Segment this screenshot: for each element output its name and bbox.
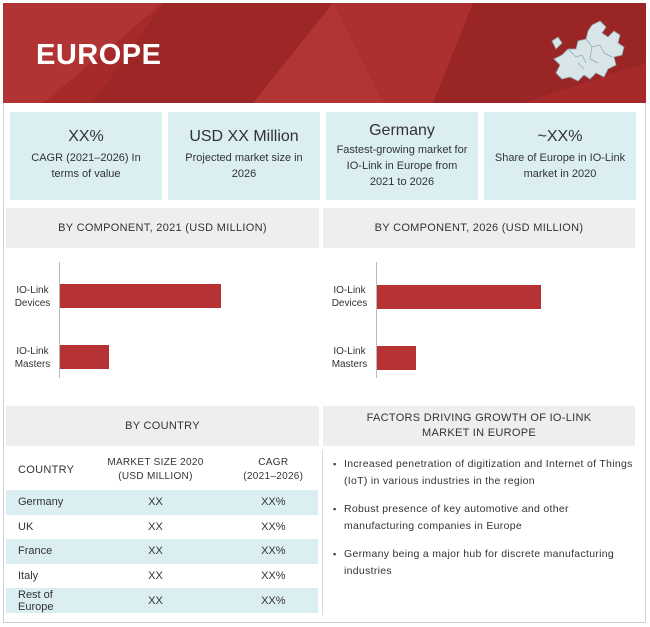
list-item	[330, 546, 635, 580]
chart-2021-bar-devices	[60, 284, 221, 308]
cagr-cell: XX%	[261, 520, 286, 533]
table-row	[6, 564, 318, 589]
cagr-cell: XX%	[229, 588, 318, 613]
chart-2026-title: BY COMPONENT, 2026 (USD MILLION)	[323, 208, 635, 248]
list-item	[330, 456, 635, 490]
bullet-icon: ▪	[333, 504, 337, 514]
chart-2021-label-devices: IO-Link Devices	[14, 285, 51, 309]
chart-2026-bar-devices	[377, 285, 541, 309]
bullet-icon: ▪	[333, 549, 337, 559]
column-header: MARKET SIZE 2020 (USD MILLION)	[107, 457, 204, 482]
stat-fastest-country	[326, 112, 478, 200]
chart-2026-label-masters: IO-Link Masters	[331, 346, 368, 370]
country-table	[6, 450, 318, 613]
cagr-cell: XX%	[261, 570, 286, 583]
stat-value: USD XX Million	[189, 128, 299, 145]
page-title: EUROPE	[36, 39, 162, 71]
stat-caption: Projected market size in 2026	[185, 152, 303, 180]
cagr-cell: XX%	[229, 539, 318, 564]
table-header-row	[6, 450, 318, 490]
table-row	[6, 490, 318, 515]
stat-value: Germany	[369, 122, 435, 139]
factors-list	[330, 456, 635, 591]
stat-value: XX%	[68, 128, 104, 145]
factor-text: Germany being a major hub for discrete manufacturing industries	[344, 548, 615, 577]
column-header: CAGR (2021–2026)	[243, 457, 304, 482]
chart-2021-bar-masters	[60, 345, 109, 369]
table-row	[6, 588, 318, 613]
header-banner	[3, 3, 646, 103]
europe-map-icon	[548, 19, 630, 87]
country-cell: UK	[18, 520, 34, 533]
stat-caption: Fastest-growing market for IO-Link in Europe from 2021 to 2026	[336, 144, 468, 188]
chart-2021-label-masters: IO-Link Masters	[14, 346, 51, 370]
country-cell: Italy	[18, 570, 39, 583]
stat-share	[484, 112, 636, 200]
market-size-cell: XX	[82, 539, 228, 564]
country-cell: Germany	[6, 490, 82, 515]
market-size-cell: XX	[82, 490, 228, 515]
by-country-heading: BY COUNTRY	[6, 406, 319, 446]
stat-cagr	[10, 112, 162, 200]
factors-heading: FACTORS DRIVING GROWTH OF IO-LINK MARKET IN EUROPE	[323, 406, 635, 446]
cagr-cell: XX%	[229, 490, 318, 515]
stat-caption: CAGR (2021–2026) In terms of value	[31, 152, 141, 180]
stat-caption: Share of Europe in IO-Link market in 2020	[494, 152, 626, 180]
table-row	[6, 515, 318, 540]
chart-2021-title: BY COMPONENT, 2021 (USD MILLION)	[6, 208, 319, 248]
market-size-cell: XX	[82, 588, 228, 613]
stat-market-size	[168, 112, 320, 200]
market-size-cell: XX	[148, 570, 163, 583]
factor-text: Robust presence of key automotive and other manufacturing companies in Europe	[344, 503, 569, 532]
chart-2026-bar-masters	[377, 346, 416, 370]
market-size-cell: XX	[148, 520, 163, 533]
bullet-icon: ▪	[333, 459, 337, 469]
column-header: COUNTRY	[18, 464, 75, 476]
list-item	[330, 501, 635, 535]
stat-value: ~XX%	[537, 128, 583, 145]
country-cell: Rest of Europe	[6, 588, 82, 613]
column-divider	[322, 450, 323, 615]
country-cell: France	[6, 539, 82, 564]
table-row	[6, 539, 318, 564]
chart-2026-label-devices: IO-Link Devices	[331, 285, 368, 309]
factor-text: Increased penetration of digitization and Internet of Things (IoT) in various industries in the region	[344, 458, 633, 487]
